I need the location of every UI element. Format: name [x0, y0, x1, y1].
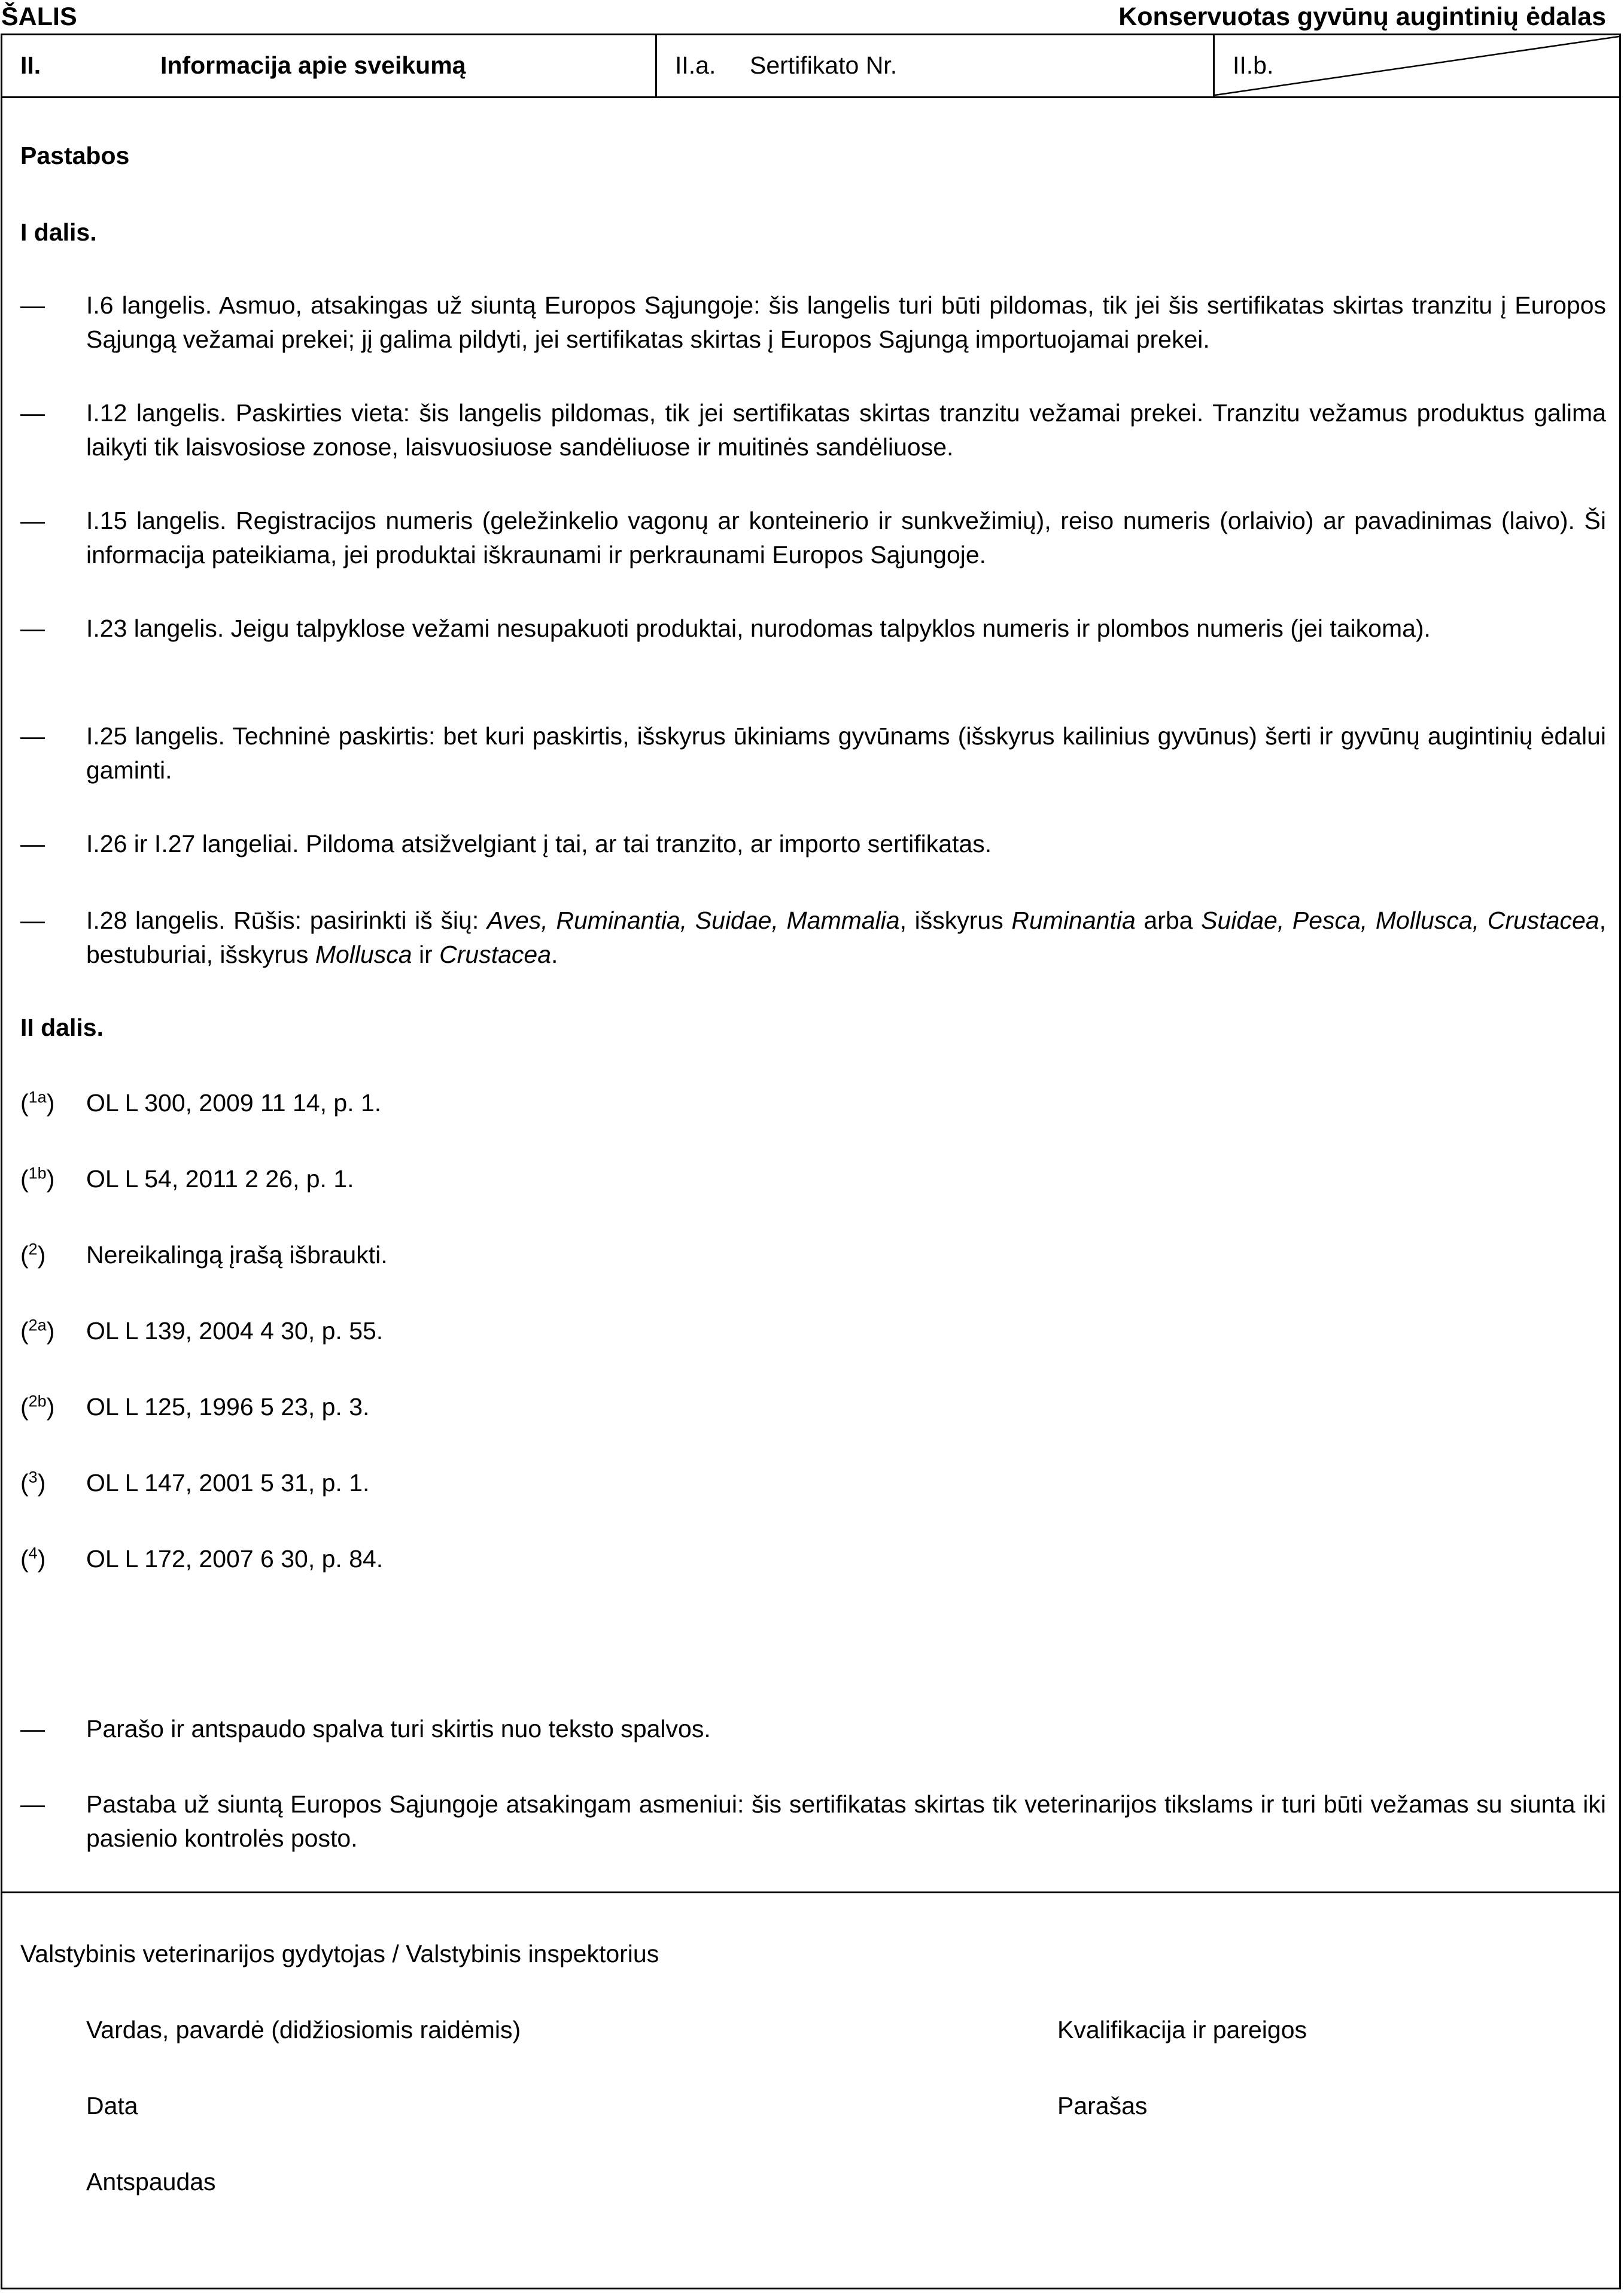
document-title: Konservuotas gyvūnų augintinių ėdalas: [1118, 2, 1606, 31]
reference-text: OL L 172, 2007 6 30, p. 84.: [86, 1545, 384, 1573]
signature-label: Parašas: [1057, 2092, 1148, 2119]
cert-label-number: II.a.: [675, 51, 716, 79]
diagonal-line-icon: [1215, 35, 1619, 96]
dash-bullet: —: [20, 907, 45, 934]
note-text: I.15 langelis. Registracijos numeris (geležinkelio vagonų ar konteinerio ir sunkvežimių), reiso numeris (orlaivio) ar pavadinimas (laivo). Ši informacija pateikiama, jei produktai iškraunami ir perkraunami Europos Sąjungoje.: [86, 507, 1606, 568]
note-text: Pastaba už siuntą Europos Sąjungoje atsakingam asmeniui: šis sertifikatas skirtas tik veterinarijos tikslams ir turi būti vežamas su siunta iki pasienio kontrolės posto.: [86, 1790, 1606, 1852]
certificate-frame: [1, 34, 1621, 2289]
note-text: I.28 langelis. Rūšis: pasirinkti iš šių: Aves, Ruminantia, Suidae, Mammalia, išskyrus Ruminantia arba Suidae, Pesca, Mollusca, Crustacea, bestuburiai, išskyrus Mollusca ir Crustacea.: [86, 907, 1606, 968]
dash-bullet: —: [20, 830, 45, 857]
reference-marker: ($^{2a}$): [20, 1316, 55, 1345]
part1-heading: I dalis.: [20, 218, 97, 246]
reference-text: Nereikalingą įrašą išbraukti.: [86, 1241, 388, 1269]
cert-number-label: Sertifikato Nr.: [750, 51, 898, 79]
reference-text: OL L 147, 2001 5 31, p. 1.: [86, 1469, 370, 1497]
official-label: Valstybinis veterinarijos gydytojas / Valstybinis inspektorius: [20, 1940, 659, 1967]
qualification-label: Kvalifikacija ir pareigos: [1057, 2016, 1307, 2043]
section-title-cell: [2, 35, 657, 96]
reference-marker: ($^{1a}$): [20, 1088, 55, 1117]
table-header-row: [2, 35, 1619, 98]
reference-marker: ($^{1b}$): [20, 1164, 55, 1193]
dash-bullet: —: [20, 615, 45, 642]
reference-cell[interactable]: [1215, 35, 1619, 96]
name-label: Vardas, pavardė (didžiosiomis raidėmis): [86, 2016, 521, 2043]
section-title: Informacija apie sveikumą: [160, 51, 466, 79]
note-text: I.23 langelis. Jeigu talpyklose vežami nesupakuoti produktai, nurodomas talpyklos numeris ir plombos numeris (jei taikoma).: [86, 615, 1431, 642]
dash-bullet: —: [20, 1790, 45, 1818]
section-number: II.: [20, 51, 41, 79]
ref-label: II.b.: [1233, 51, 1274, 79]
dash-bullet: —: [20, 722, 45, 750]
reference-text: OL L 125, 1996 5 23, p. 3.: [86, 1393, 370, 1421]
reference-text: OL L 300, 2009 11 14, p. 1.: [86, 1089, 382, 1117]
dash-bullet: —: [20, 291, 45, 319]
reference-marker: ($^3$): [20, 1468, 46, 1497]
note-text: I.26 ir I.27 langeliai. Pildoma atsižvelgiant į tai, ar tai tranzito, ar importo sertifikatas.: [86, 830, 992, 857]
reference-text: OL L 139, 2004 4 30, p. 55.: [86, 1317, 384, 1345]
dash-bullet: —: [20, 507, 45, 534]
part2-heading: II dalis.: [20, 1014, 104, 1041]
notes-section: [2, 98, 1619, 1893]
page-top-row: [0, 0, 1624, 34]
reference-marker: ($^4$): [20, 1544, 46, 1573]
note-text: I.25 langelis. Techninė paskirtis: bet kuri paskirtis, išskyrus ūkiniams gyvūnams (išskyrus kailinius gyvūnus) šerti ir gyvūnų augintinių ėdalui gaminti.: [86, 722, 1606, 784]
date-label: Data: [86, 2092, 138, 2119]
note-text: Parašo ir antspaudo spalva turi skirtis nuo teksto spalvos.: [86, 1715, 711, 1742]
notes-heading: Pastabos: [20, 142, 130, 169]
note-text: I.6 langelis. Asmuo, atsakingas už siuntą Europos Sąjungoje: šis langelis turi būti pildomas, tik jei šis sertifikatas skirtas tranzitu į Europos Sąjungą vežamai prekei; jį galima pildyti, jei sertifikatas skirtas į Europos Sąjungą importuojamai prekei.: [86, 291, 1606, 353]
stamp-label: Antspaudas: [86, 2168, 216, 2195]
country-label: ŠALIS: [1, 2, 77, 31]
dash-bullet: —: [20, 1715, 45, 1742]
reference-marker: ($^2$): [20, 1240, 46, 1269]
certificate-number-cell[interactable]: [657, 35, 1215, 96]
reference-text: OL L 54, 2011 2 26, p. 1.: [86, 1165, 354, 1193]
note-text: I.12 langelis. Paskirties vieta: šis langelis pildomas, tik jei sertifikatas skirtas tranzitu vežamai prekei. Tranzitu vežamus produktus galima laikyti tik laisvosiose zonose, laisvuosiuose sandėliuose ir muitinės sandėliuose.: [86, 399, 1606, 461]
reference-marker: ($^{2b}$): [20, 1392, 55, 1421]
dash-bullet: —: [20, 399, 45, 427]
